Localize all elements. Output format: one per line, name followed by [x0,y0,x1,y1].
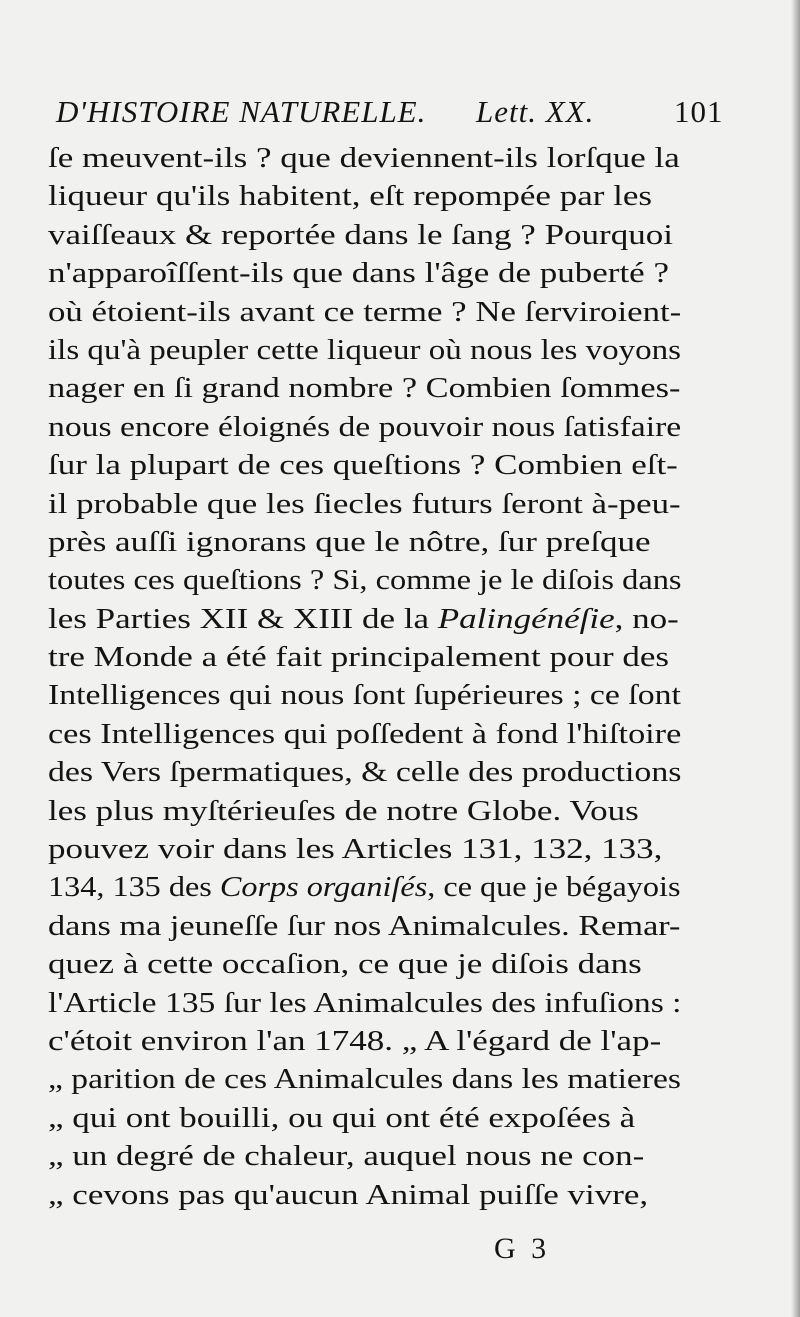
text-line: l'Article 135 ſur les Animalcules des infuſions : [48,987,682,1019]
signature-mark: G 3 [494,1232,551,1265]
body-text [48,140,681,1215]
text-line: „ qui ont bouilli, ou qui ont été expoſées à [48,1102,636,1134]
text-line: dans ma jeuneſſe ſur nos Animalcules. Remar- [48,910,681,942]
running-head-letter: Lett. XX. [476,94,595,129]
running-head-title: D'HISTOIRE NATURELLE. [56,94,427,129]
text-line: nager en ſi grand nombre ? Combien ſommes- [48,373,681,405]
text-line: quez à cette occaſion, ce que je diſois dans [48,949,642,981]
text-line: Intelligences qui nous ſont ſupérieures ; ce ſont [48,680,681,712]
text-line: tre Monde a été fait principalement pour des [48,642,670,674]
text-line: „ un degré de chaleur, auquel nous ne con- [48,1141,645,1173]
text-line: ſur la plupart de ces queſtions ? Combien eſt- [48,450,678,482]
text-line: où étoient-ils avant ce terme ? Ne ſerviroient- [48,296,682,328]
text-line: ils qu'à peupler cette liqueur où nous les voyons [48,334,681,366]
text-line: les plus myſtérieuſes de notre Globe. Vous [48,795,639,827]
text-line: 134, 135 des Corps organiſés, ce que je bégayois [48,872,681,904]
text-line: toutes ces queſtions ? Si, comme je le diſois dans [48,565,682,597]
text-line: pouvez voir dans les Articles 131, 132, 133, [48,834,663,866]
text-line: des Vers ſpermatiques, & celle des productions [48,757,682,789]
text-line: ſe meuvent-ils ? que deviennent-ils lorſque la [48,143,680,174]
text-line: „ parition de ces Animalcules dans les matieres [48,1064,681,1096]
text-line: près auſſi ignorans que le nôtre, ſur preſque [48,526,651,558]
page-number: 101 [674,94,724,129]
text-line: n'apparoîſſent-ils que dans l'âge de puberté ? [48,258,669,290]
text-line: ces Intelligences qui poſſedent à fond l'hiſtoire [48,718,682,750]
text-line: liqueur qu'ils habitent, eſt repompée par les [48,181,653,213]
text-line: nous encore éloignés de pouvoir nous ſatisfaire [48,411,682,443]
text-line: c'étoit environ l'an 1748. „ A l'égard de l'ap- [48,1025,662,1057]
text-line: vaiſſeaux & reportée dans le ſang ? Pourquoi [48,219,673,251]
text-line: les Parties XII & XIII de la Palingénéſie, no- [48,603,679,635]
text-line: „ cevons pas qu'aucun Animal puiſſe vivre, [48,1179,649,1211]
running-head [56,94,756,134]
text-line: il probable que les ſiecles futurs ſeront à-peu- [48,488,681,520]
